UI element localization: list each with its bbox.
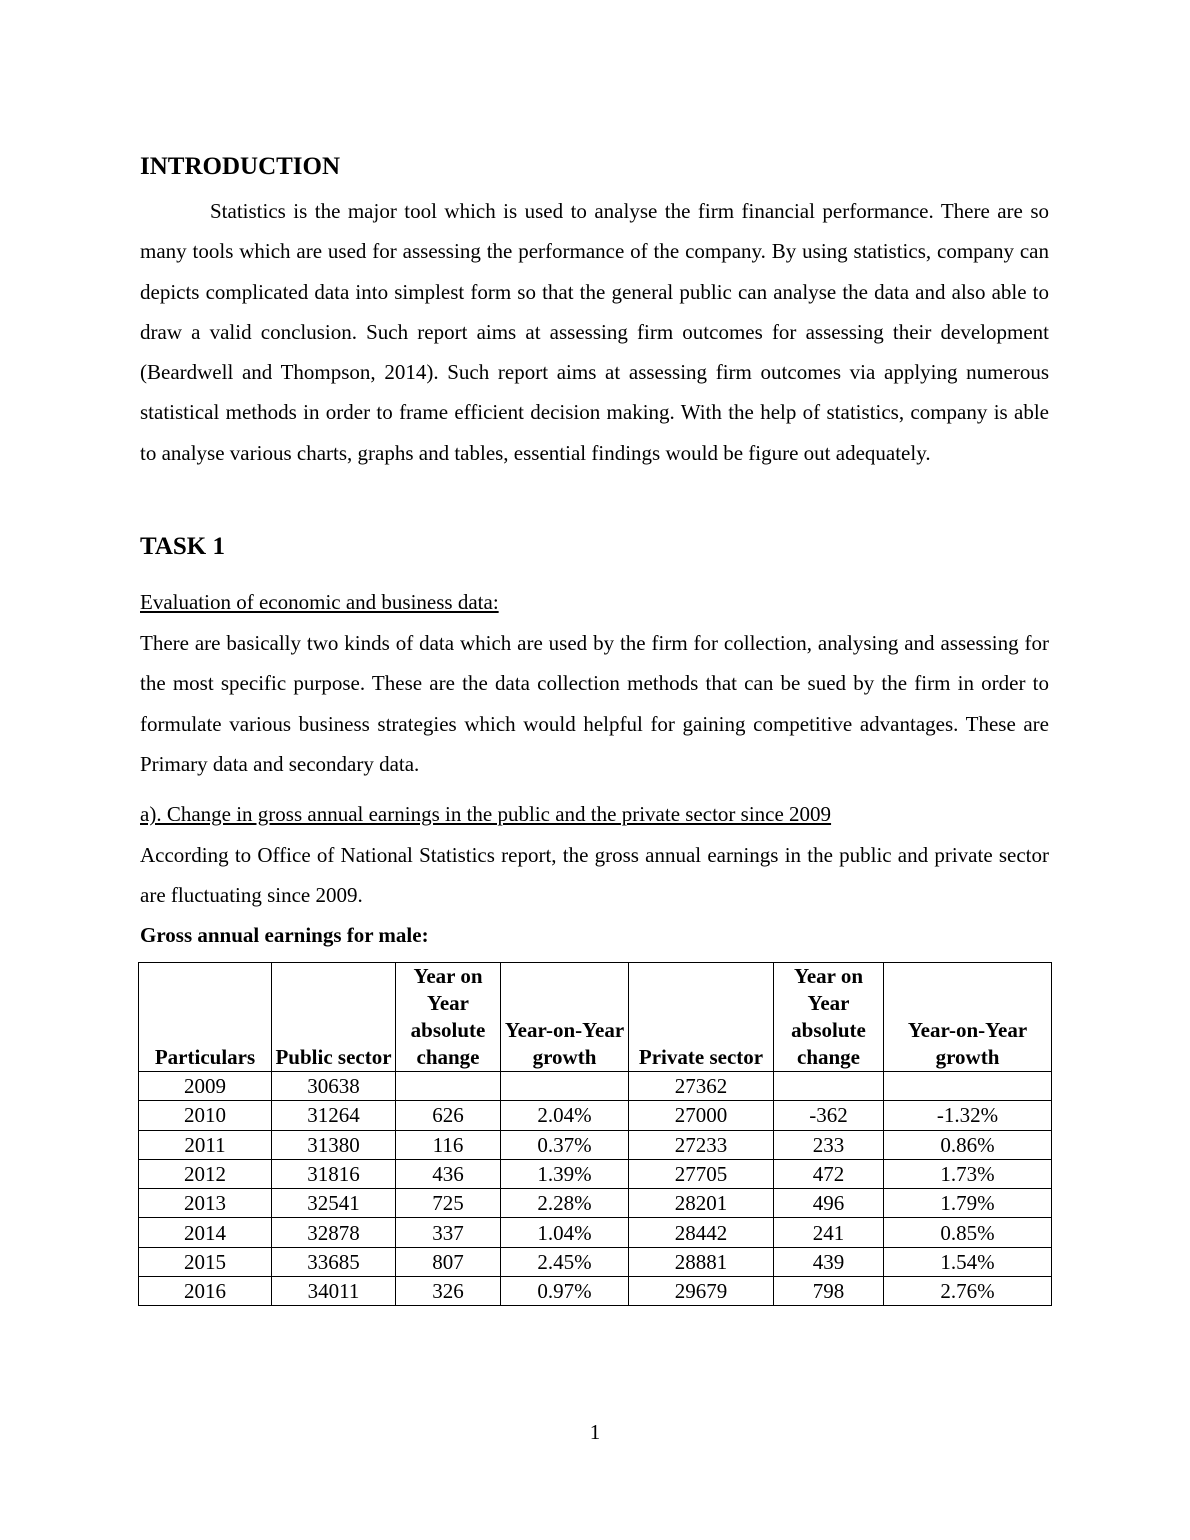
cell-year: 2010 [139,1101,272,1130]
table-caption: Gross annual earnings for male: [140,923,429,947]
cell-year: 2012 [139,1159,272,1188]
cell-private-sector: 28881 [629,1247,774,1276]
cell-public-growth: 2.28% [501,1189,629,1218]
cell-public-change: 116 [396,1130,501,1159]
cell-public-sector: 31816 [272,1159,396,1188]
cell-public-sector: 30638 [272,1072,396,1101]
cell-public-growth: 2.04% [501,1101,629,1130]
cell-private-growth: 0.86% [884,1130,1052,1159]
earnings-table [138,962,1052,1306]
table-row [139,1218,1052,1247]
cell-public-sector: 33685 [272,1247,396,1276]
cell-year: 2011 [139,1130,272,1159]
cell-private-sector: 27233 [629,1130,774,1159]
cell-public-sector: 32878 [272,1218,396,1247]
table-row [139,1277,1052,1306]
cell-public-change: 436 [396,1159,501,1188]
header-public-sector: Public sector [272,963,396,1072]
cell-private-change: 798 [774,1277,884,1306]
header-particulars: Particulars [139,963,272,1072]
cell-private-sector: 27705 [629,1159,774,1188]
cell-private-change: 241 [774,1218,884,1247]
introduction-paragraph: Statistics is the major tool which is used to analyse the firm financial performance. There are so many tools which are used for assessing the performance of the company. By using statistics, company can depicts complicated data into simplest form so that the general public can analyse the data and also able to draw a valid conclusion. Such report aims at assessing firm outcomes for assessing their development (Beardwell and Thompson, 2014). Such report aims at assessing firm outcomes via applying numerous statistical methods in order to frame efficient decision making. With the help of statistics, company is able to analyse various charts, graphs and tables, essential findings would be figure out adequately. [140,199,1049,465]
cell-private-change [774,1072,884,1101]
cell-private-growth: -1.32% [884,1101,1052,1130]
cell-public-change [396,1072,501,1101]
table-row [139,1247,1052,1276]
cell-private-sector: 28201 [629,1189,774,1218]
cell-private-change: 496 [774,1189,884,1218]
cell-public-growth: 0.37% [501,1130,629,1159]
page-number: 1 [589,1420,601,1444]
cell-private-change: 233 [774,1130,884,1159]
cell-private-sector: 27362 [629,1072,774,1101]
cell-private-sector: 29679 [629,1277,774,1306]
cell-public-growth: 1.39% [501,1159,629,1188]
cell-private-growth: 1.54% [884,1247,1052,1276]
header-private-sector: Private sector [629,963,774,1072]
header-private-yoy-change: Year on Year absolute change [774,963,884,1072]
evaluation-subheading: Evaluation of economic and business data: [140,590,499,614]
table-row [139,1130,1052,1159]
cell-public-change: 725 [396,1189,501,1218]
cell-private-change: -362 [774,1101,884,1130]
table-row [139,1159,1052,1188]
cell-private-growth: 0.85% [884,1218,1052,1247]
cell-public-growth: 0.97% [501,1277,629,1306]
task1-paragraph: There are basically two kinds of data which are used by the firm for collection, analysing and assessing for the most specific purpose. These are the data collection methods that can be sued by the firm in order to formulate various business strategies which would helpful for gaining competitive advantages. These are Primary data and secondary data. [140,631,1049,776]
cell-public-change: 626 [396,1101,501,1130]
cell-private-growth: 1.73% [884,1159,1052,1188]
header-public-yoy-growth: Year-on-Year growth [501,963,629,1072]
table-header-row [139,963,1052,1072]
cell-private-change: 439 [774,1247,884,1276]
table-row [139,1189,1052,1218]
cell-year: 2014 [139,1218,272,1247]
cell-public-change: 326 [396,1277,501,1306]
cell-private-change: 472 [774,1159,884,1188]
cell-private-growth [884,1072,1052,1101]
cell-private-growth: 1.79% [884,1189,1052,1218]
cell-public-sector: 32541 [272,1189,396,1218]
cell-year: 2015 [139,1247,272,1276]
section-a-heading: a). Change in gross annual earnings in the public and the private sector since 2009 [140,802,832,826]
task1-heading: TASK 1 [140,533,225,560]
cell-year: 2013 [139,1189,272,1218]
section-a-paragraph: According to Office of National Statistics report, the gross annual earnings in the public and private sector are fluctuating since 2009. [140,843,1049,908]
header-public-yoy-change: Year on Year absolute change [396,963,501,1072]
cell-year: 2009 [139,1072,272,1101]
cell-public-growth [501,1072,629,1101]
table-row [139,1072,1052,1101]
cell-year: 2016 [139,1277,272,1306]
cell-public-change: 807 [396,1247,501,1276]
cell-public-sector: 34011 [272,1277,396,1306]
header-private-yoy-growth: Year-on-Year growth [884,963,1052,1072]
cell-private-sector: 27000 [629,1101,774,1130]
cell-public-sector: 31380 [272,1130,396,1159]
table-row [139,1101,1052,1130]
cell-public-change: 337 [396,1218,501,1247]
cell-public-growth: 1.04% [501,1218,629,1247]
cell-private-growth: 2.76% [884,1277,1052,1306]
cell-public-growth: 2.45% [501,1247,629,1276]
cell-public-sector: 31264 [272,1101,396,1130]
introduction-heading: INTRODUCTION [140,153,341,180]
cell-private-sector: 28442 [629,1218,774,1247]
